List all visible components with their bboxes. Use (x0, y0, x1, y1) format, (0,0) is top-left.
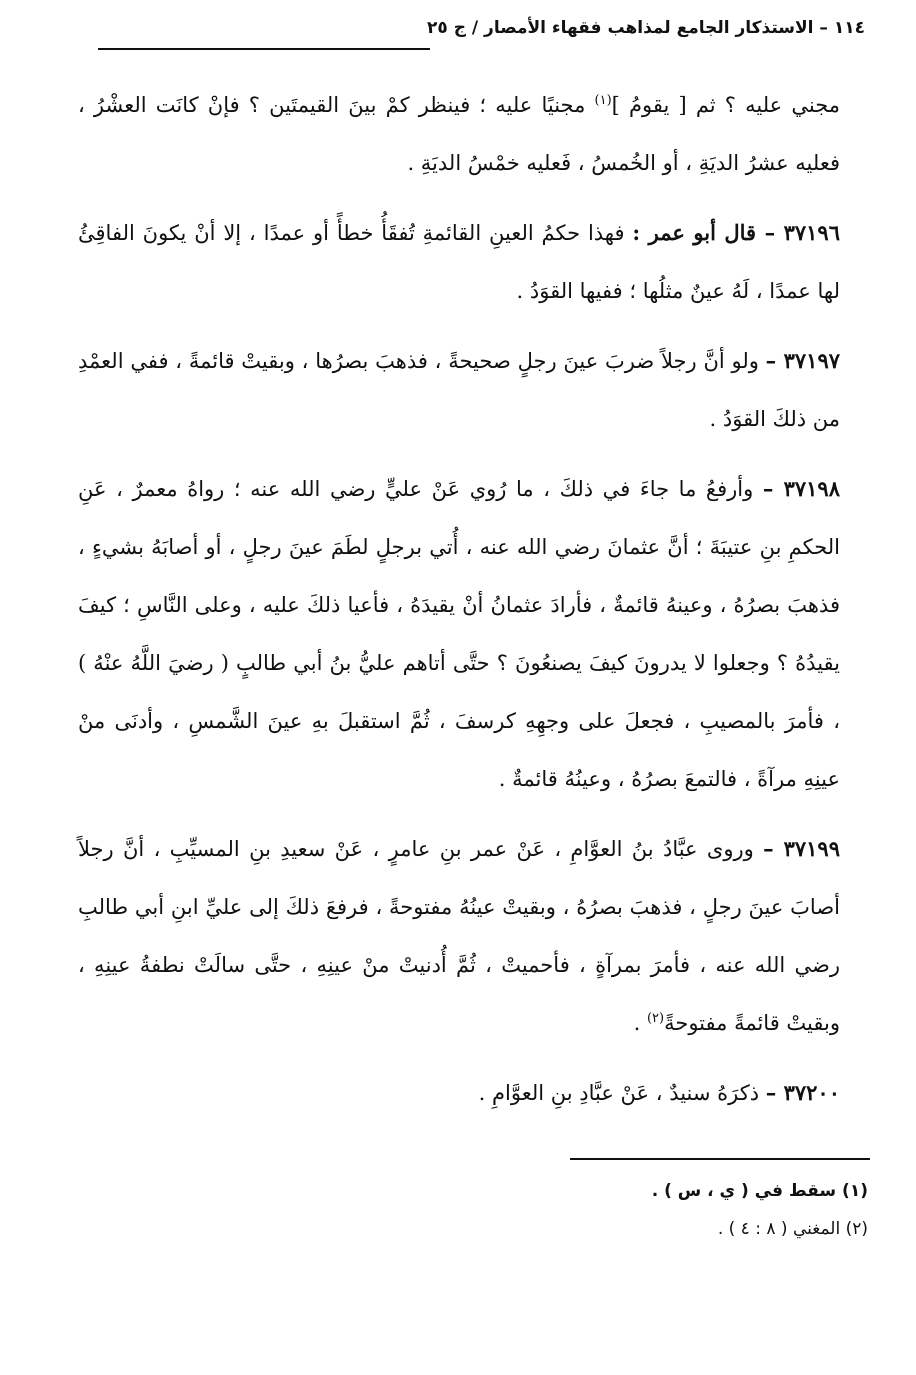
paragraph (78, 332, 840, 448)
header-rule (98, 48, 430, 50)
footnote-label: (١) (842, 1181, 868, 1201)
footnote-label: (٢) (845, 1219, 868, 1239)
footnote-text: المغني ( ٨ : ٤ ) . (717, 1219, 846, 1239)
paragraph-text-continued: . (633, 1011, 647, 1035)
paragraph-text: وأرفعُ ما جاءَ في ذلكَ ، ما رُوي عَنْ عليٍّ رضي الله عنه ؛ رواهُ معمرٌ ، عَنِ الحكمِ بنِ عتيبَةَ ؛ أنَّ عثمانَ رضي الله عنه ، أُتي برجلٍ لطَمَ عينَ رجلٍ ، أو أصابَهُ بشيءٍ ، فذهبَ بصرُهُ ، وعينهُ قائمةٌ ، فأرادَ عثمانُ أنْ يقيدَهُ ، فأعيا ذلكَ عليه ، وعلى النَّاسِ ؛ كيفَ يقيدُهُ ؟ وجعلوا لا يدرونَ كيفَ يصنعُونَ ؟ حتَّى أتاهم عليُّ بنُ أبي طالبٍ ( رضيَ اللَّهُ عنْهُ ) ، فأمرَ بالمصيبِ ، فجعلَ على وجهِهِ كرسفَ ، ثُمَّ استقبلَ بهِ عينَ الشَّمسِ ، وأدنَى منْ عينِهِ مرآةً ، فالتمعَ بصرُهُ ، وعينُهُ قائمةٌ . (78, 477, 840, 791)
footnote (440, 1210, 868, 1248)
paragraph-number: ٣٧١٩٦ – (764, 220, 840, 245)
paragraph-text: فهذا حكمُ العينِ القائمةِ تُفقَأُ خطأً أو عمدًا ، إلا أنْ يكونَ الفاقِئُ لها عمدًا ، لَهُ عينٌ مثلُها ؛ ففيها القوَدُ . (78, 221, 840, 303)
paragraph-number: ٣٧١٩٨ – (762, 476, 840, 501)
paragraph-text: مجني عليه ؟ ثم [ يقومُ ] (611, 93, 840, 117)
footnote-ref[interactable]: (١) (594, 93, 612, 108)
footnote (440, 1172, 868, 1210)
main-text (78, 76, 840, 1134)
running-header: ١١٤ – الاستذكار الجامع لمذاهب فقهاء الأمصار / ج ٢٥ (427, 18, 865, 38)
paragraph-text: ذكرَهُ سنيدٌ ، عَنْ عبَّادِ بنِ العوَّامِ . (478, 1081, 766, 1105)
footnote-text: سقط في ( ي ، س ) . (651, 1181, 843, 1201)
paragraph-number: ٣٧٢٠٠ – (765, 1080, 840, 1105)
paragraph-text: وروى عبَّادُ بنُ العوَّامِ ، عَنْ عمر بنِ عامرٍ ، عَنْ سعيدِ بنِ المسيِّبِ ، أنَّ رجلاً أصابَ عينَ رجلٍ ، فذهبَ بصرُهُ ، وبقيتْ عينُهُ مفتوحةً ، فرفعَ ذلكَ إلى عليِّ ابنِ أبي طالبِ رضي الله عنه ، فأمرَ بمرآةٍ ، فأحميتْ ، ثُمَّ أُدنيتْ منْ عينِهِ ، حتَّى سالَتْ نطفةُ عينِهِ ، وبقيتْ قائمةً مفتوحةً (78, 837, 840, 1035)
footnote-rule (570, 1158, 870, 1160)
paragraph (78, 460, 840, 808)
paragraph-text-continued: مجنيًا عليه ؛ فينظر كمْ بينَ القيمتَين ؟ فإنْ كانَت العشْرُ ، فعليه عشرُ الديَةِ ، أو الخُمسُ ، فَعليه خمْسُ الديَةِ . (78, 93, 840, 175)
footnote-ref[interactable]: (٢) (646, 1011, 665, 1026)
paragraph-lead: قال أبو عمر : (632, 220, 765, 245)
paragraph (78, 1064, 840, 1122)
footnotes (440, 1172, 868, 1248)
paragraph-number: ٣٧١٩٩ – (763, 836, 840, 861)
paragraph-number: ٣٧١٩٧ – (765, 348, 841, 373)
paragraph (78, 76, 840, 192)
paragraph (78, 820, 840, 1052)
paragraph (78, 204, 840, 320)
paragraph-text: ولو أنَّ رجلاً ضربَ عينَ رجلٍ صحيحةً ، فذهبَ بصرُها ، وبقيتْ قائمةً ، ففي العمْدِ من ذلكَ القوَدُ . (78, 349, 840, 431)
